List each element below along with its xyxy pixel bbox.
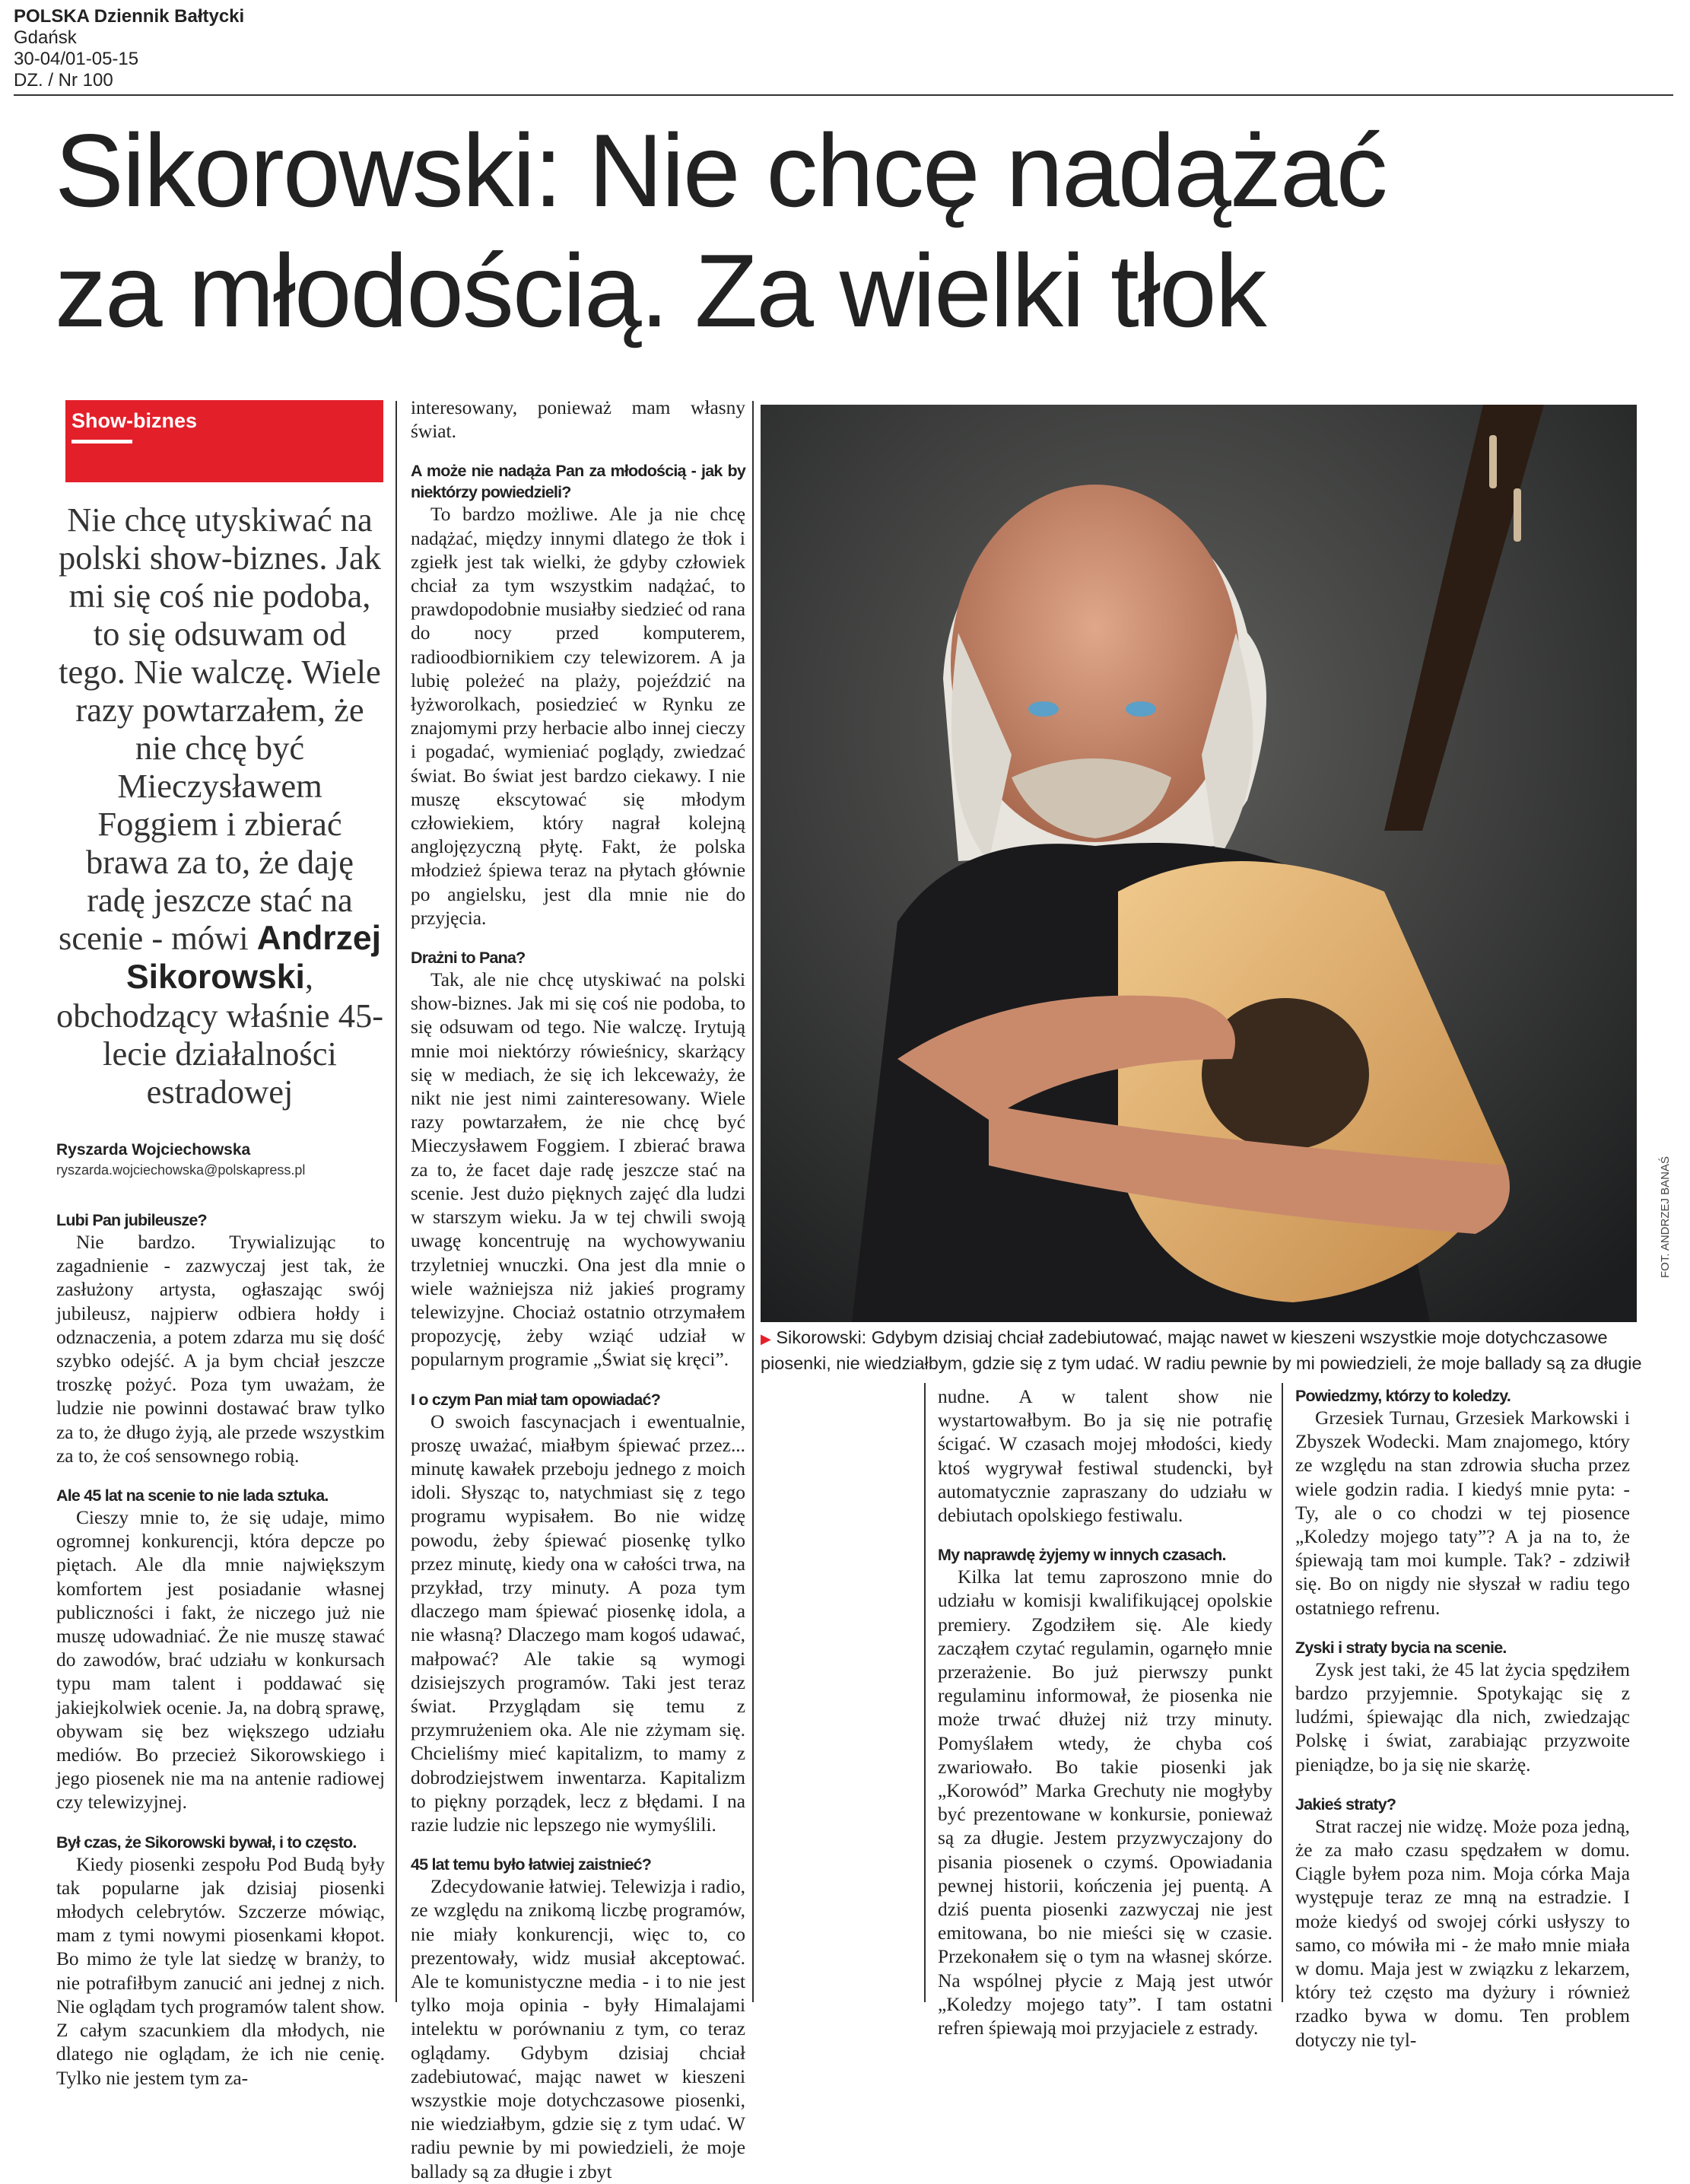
portrait-photo	[761, 405, 1637, 1322]
question: Powiedzmy, którzy to koledzy.	[1295, 1387, 1511, 1405]
question: I o czym Pan miał tam opowiadać?	[411, 1390, 661, 1409]
answer: Kilka lat temu zaproszono mnie do udziału w komisji kwalifikującej opolskie premiery. Zgodziłem się. Ale kiedy zacząłem czytać regulamin, ogarnęło mnie przerażenie. Bo już pierwszy punkt regulaminu informował, że piosenka nie może trwać dłużej niż trzy minuty. Pomyślałem wtedy, że chyba coś zwariowało. Bo takie piosenki jak „Korowód” Marka Grechuty nie mogłyby być prezentowane w konkursie, ponieważ są za długie. Jestem przyzwyczajony do pisania piosenek o czymś. Opowiadania pewnej historii, kończenia jej puentą. A dziś puenta piosenki zazwyczaj nie jest emitowana, bo nie mieści się w czasie. Przekonałem się o tym na własnej skórze. Na wspólnej płycie z Mają jest utwór „Koledzy mojego taty”. I tam ostatni refren śpiewają moi przyjaciele z estrady.	[938, 1566, 1272, 2039]
question: A może nie nadąża Pan za młodością - jak by niektórzy powiedzieli?	[411, 462, 745, 502]
lead-end: , obchodzący właśnie 45-lecie działalności estradowej	[56, 958, 384, 1111]
publication-name: POLSKA Dziennik Bałtycki	[14, 6, 245, 27]
headline	[55, 110, 1675, 351]
caption-text: Sikorowski: Gdybym dzisiaj chciał zadebiutować, mając nawet w kieszeni wszystkie moje dotychczasowe piosenki, nie wiedziałbym, gdzie się z tym udać. W radiu pewnie by mi powiedzieli, że moje ballady są za długie	[761, 1327, 1642, 1373]
section-label: Show-biznes	[71, 409, 198, 432]
article-column-3	[938, 1385, 1272, 2040]
publication-section-number: DZ. / Nr 100	[14, 70, 113, 91]
question: Drażni to Pana?	[411, 949, 526, 968]
column-divider	[752, 401, 754, 2002]
section-label-underline	[71, 440, 132, 443]
publication-dates: 30-04/01-05-15	[14, 49, 139, 69]
question: 45 lat temu było łatwiej zaistnieć?	[411, 1855, 652, 1874]
author-email[interactable]: ryszarda.wojciechowska@polskapress.pl	[56, 1162, 306, 1178]
answer: Zdecydowanie łatwiej. Telewizja i radio, ze względu na znikomą liczbę programów, nie miały konkurencji, więc to, co prezentowały, widz musiał akceptować. Ale te komunistyczne media - i to nie jest tylko moja opinia - były Himalajami intelektu w porównaniu z tym, co teraz oglądamy. Gdybym dzisiaj chciał zadebiutować, mając nawet w kieszeni wszystkie moje dotychczasowe piosenki, nie wiedziałbym, gdzie się z tym udać. W radiu pewnie by mi powiedzieli, że moje ballady są za długie i zbyt	[411, 1876, 745, 2182]
article-column-1	[56, 1210, 385, 2090]
answer: Nie bardzo. Trywializując to zagadnienie - zazwyczaj jest tak, że zasłużony artysta, ogłaszając swój jubileusz, najpierw odbiera hołdy i odznaczenia, a potem zdarza mu się dość szybko odejść. A ja bym chciał jeszcze troszkę pożyć. Poza tym uważam, że ludzie nie powinni dostawać braw tylko za to, że długo żyją, ale przede wszystkim za to, że coś sensownego robią.	[56, 1232, 385, 1467]
publication-city: Gdańsk	[14, 27, 77, 48]
header-rule	[14, 94, 1673, 96]
portrait-illustration	[761, 405, 1637, 1322]
question: Jakieś straty?	[1295, 1795, 1396, 1814]
question: Lubi Pan jubileusze?	[56, 1211, 207, 1229]
column-divider	[395, 401, 397, 2002]
answer: O swoich fascynacjach i ewentualnie, proszę uważać, miałbym śpiewać przez... minutę kawałek przeboju jednego z moich idoli. Słysząc to, natychmiast się z tego programu wypisałem. Bo nie widzę powodu, żeby śpiewać piosenkę tylko przez minutę, kiedy ona w całości trwa, na przykład, trzy minuty. A poza tym dlaczego mam śpiewać piosenkę idola, a nie własną? Dlaczego mam kogoś udawać, małpować? Ale takie są wymogi dzisiejszych programów. Taki jest teraz świat. Przyglądam się temu z przymrużeniem oka. Ale nie zżymam się. Chcieliśmy mieć kapitalizm, to mamy z dobrodziejstwem inwentarza. Kapitalizm to piękny porządek, lecz z błędami. I na razie ludzie nic lepszego nie wymyślili.	[411, 1410, 745, 1836]
question: Zyski i straty bycia na scenie.	[1295, 1638, 1507, 1657]
answer: Zysk jest taki, że 45 lat życia spędziłem bardzo przyjemnie. Spotykając się z ludźmi, śpiewając dla nich, zwiedzając Polskę i świat, zarabiając przyzwoite pieniądze, bo ja się nie skarżę.	[1295, 1658, 1630, 1775]
photo-caption	[761, 1325, 1643, 1375]
question: Był czas, że Sikorowski bywał, i to często.	[56, 1833, 357, 1852]
answer: Strat raczej nie widzę. Może poza jedną, że za mało czasu spędzałem w domu. Ciągle byłem poza nim. Moja córka Maja występuje teraz ze mną na estradzie. I może kiedyś od swojej córki usłyszy to samo, co mówiła mi - że mało mnie miała w domu. Maja jest w związku z lekarzem, który też często ma dyżury i również rzadko bywa w domu. Ten problem dotyczy nie tyl-	[1295, 1815, 1630, 2051]
column-divider	[1282, 1383, 1283, 2002]
photo-credit: FOT. ANDRZEJ BANAŚ	[1659, 1156, 1672, 1278]
headline-line-2: za młodością. Za wielki tłok	[55, 233, 1266, 348]
answer: nudne. A w talent show nie wystartowałbym. Bo ja się nie potrafię ścigać. W czasach mojej młodości, kiedy ktoś wygrywał festiwal studencki, był automatycznie zapraszany do udziału w debiutach opolskiego festiwalu.	[938, 1386, 1272, 1527]
publication-header	[14, 6, 244, 91]
lead-body: Nie chcę utyskiwać na polski show-biznes. Jak mi się coś nie podoba, to się odsuwam od tego. Nie walczę. Wiele razy powtarzałem, że nie chcę być Mieczysławem Foggiem i zbierać brawa za to, że daję radę jeszcze stać na scenie - mówi	[59, 501, 381, 957]
column-divider	[924, 1383, 926, 2002]
headline-line-1: Sikorowski: Nie chcę nadążać	[55, 113, 1387, 228]
answer: interesowany, ponieważ mam własny świat.	[411, 397, 745, 443]
triangle-right-icon: ▶	[761, 1331, 771, 1346]
answer: To bardzo możliwe. Ale ja nie chcę nadążać, między innymi dlatego że tłok i zgiełk jest tak wielki, że gdyby człowiek chciał za tym wszystkim nadążać, to prawdopodobnie musiałby siedzieć od rana do nocy przed komputerem, radioodbiornikiem czy telewizorem. A ja lubię poleżeć na plaży, pojeździć na łyżworolkach, posiedzieć w Rynku ze znajomymi przy herbacie albo innej cieczy i pogadać, wymieniać poglądy, zwiedzać świat. Bo świat jest bardzo ciekawy. I nie muszę ekscytować się młodym człowiekiem, który nagrał kolejną anglojęzyczną płytę. Fakt, że polska młodzież śpiewa teraz na płytach głównie po angielsku, jest dla mnie nie do przyjęcia.	[411, 504, 745, 929]
section-label-box	[65, 400, 383, 482]
article-column-2	[411, 396, 745, 2184]
article-column-4	[1295, 1385, 1630, 2052]
answer: Kiedy piosenki zespołu Pod Budą były tak popularne jak dzisiaj piosenki młodych celebrytów. Szczerze mówiąc, mam z tymi nowymi piosenkami kłopot. Bo mimo że tyle lat siedzę w branży, to nie potrafiłbym zanucić ani jednej z nich. Nie oglądam tych programów talent show. Z całym szacunkiem dla młodych, nie dlatego nie oglądam, że ich nie cenię. Tylko nie jestem tym za-	[56, 1853, 385, 2089]
author-name: Ryszarda Wojciechowska	[56, 1141, 251, 1159]
answer: Grzesiek Turnau, Grzesiek Markowski i Zbyszek Wodecki. Mam znajomego, który ze względu na stan zdrowia słucha przez wiele godzin radia. I kiedyś mnie pyta: - Ty, ale o co chodzi w tej piosence „Koledzy mojego taty”? A ja na to, że śpiewają tam moi kumple. Tak? - zdziwił się. Bo on nigdy nie słyszał w radiu tego ostatniego refrenu.	[1295, 1407, 1630, 1619]
answer: Cieszy mnie to, że się udaje, mimo ogromnej konkurencji, która depcze po piętach. Ale dla mnie największym komfortem jest posiadanie własnej publiczności i fakt, że niczego już nie muszę udowadniać. Że nie muszę stawać do zawodów, brać udziału w konkursach typu mam talent i poddawać się jakiejkolwiek ocenie. Ja, na dobrą sprawę, obywam się bez większego udziału mediów. Bo przecież Sikorowskiego i jego piosenek nie ma na antenie radiowej czy telewizyjnej.	[56, 1507, 385, 1814]
question: Ale 45 lat na scenie to nie lada sztuka.	[56, 1486, 329, 1505]
question: My naprawdę żyjemy w innych czasach.	[938, 1546, 1226, 1565]
lead-name: Andrzej Sikorowski	[125, 920, 381, 996]
answer: Tak, ale nie chcę utyskiwać na polski show-biznes. Jak mi się coś nie podoba, to się odsuwam od tego. Nie walczę. Irytują mnie moi niektórzy rówieśnicy, skarżący się w mediach, że się ich lekceważy, że nikt nie jest nimi zainteresowany. Wiele razy powtarzałem, że nie chcę być Mieczysławem Foggiem. I zbierać brawa za to, że facet daje radę jeszcze stać na scenie. Jest dużo pięknych zajęć dla ludzi w starszym wieku. Ja w tej chwili swoją uwagę koncentruję na wychowywaniu trzyletniej wnuczki. Ona jest dla mnie o wiele ważniejsza niż jakieś programy telewizyjne. Chociaż ostatnio otrzymałem propozycję, żeby wziąć udział w popularnym programie „Świat się kręci”.	[411, 969, 745, 1371]
lead-text	[56, 501, 383, 1111]
